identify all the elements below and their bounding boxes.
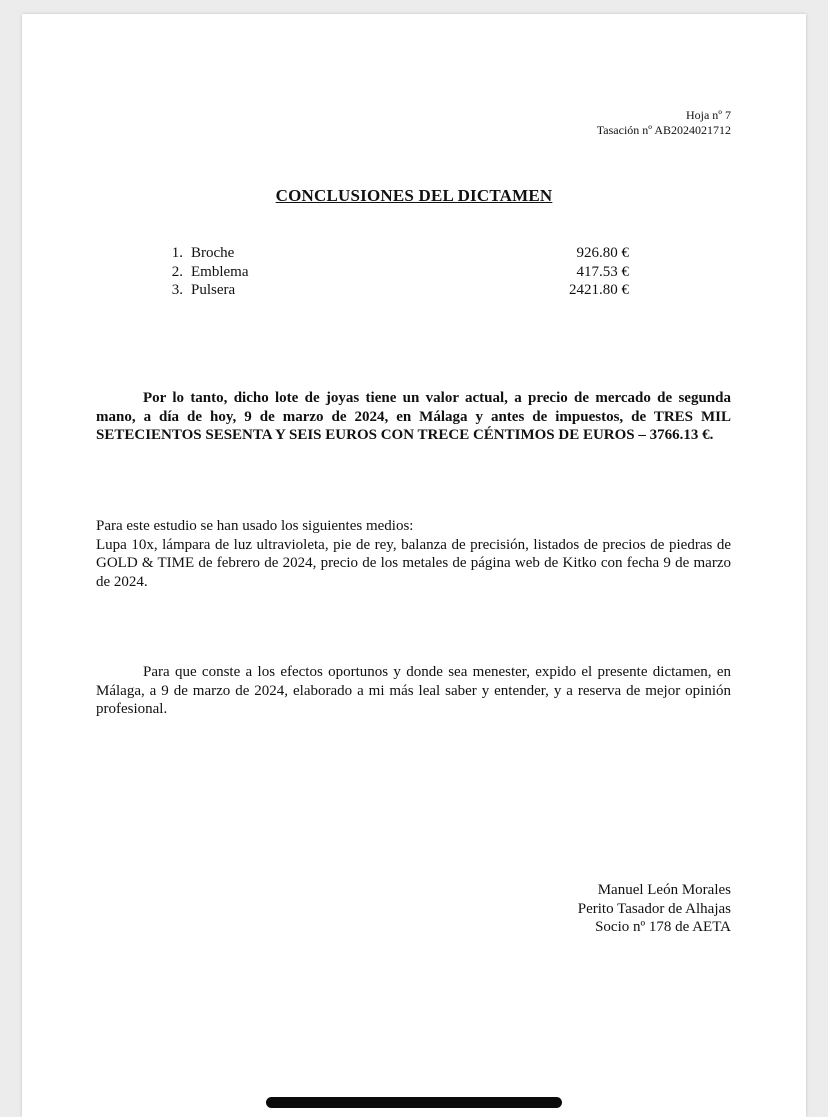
conclusion-paragraph: Por lo tanto, dicho lote de joyas tiene un valor actual, a precio de mercado de segunda mano, a día de hoy, 9 de marzo de 2024, en Málaga y antes de impuestos, de TRES MIL SETECIENTOS SESENTA Y SEIS EUROS CON TRECE CÉNTIMOS DE EUROS – 3766.13 €. (96, 390, 731, 443)
document-page (22, 14, 806, 1117)
item-name: Broche (191, 245, 235, 261)
sheet-number: Hoja nº 7 (685, 108, 731, 122)
methods-paragraph (96, 517, 731, 591)
page-header (597, 108, 731, 138)
page-title: CONCLUSIONES DEL DICTAMEN (275, 186, 553, 205)
signature-block (578, 881, 731, 937)
list-item (167, 281, 629, 300)
item-price: 2421.80 € (569, 282, 629, 298)
signer-membership: Socio nº 178 de AETA (595, 919, 731, 935)
methods-intro: Para este estudio se han usado los siguientes medios: (96, 518, 414, 534)
signer-role: Perito Tasador de Alhajas (577, 900, 731, 917)
home-indicator[interactable] (266, 1097, 562, 1108)
list-item (167, 244, 629, 263)
signer-name: Manuel León Morales (597, 882, 731, 898)
valuation-list (167, 244, 629, 300)
methods-list: Lupa 10x, lámpara de luz ultravioleta, pie de rey, balanza de precisión, listados de precios de piedras de GOLD & TIME de febrero de 2024, precio de los metales de página web de Kitko con fecha 9 de marzo de 2024. (96, 536, 731, 590)
item-number: 2. (171, 263, 183, 280)
appraisal-number: Tasación nº AB2024021712 (596, 123, 731, 137)
list-item (167, 263, 629, 282)
item-name: Emblema (191, 263, 249, 280)
closing-paragraph: Para que conste a los efectos oportunos y donde sea menester, expido el presente dictamen, en Málaga, a 9 de marzo de 2024, elaborado a mi más leal saber y entender, y a reserva de mejor opinión profesional. (96, 664, 731, 717)
item-name: Pulsera (191, 282, 236, 298)
item-price: 926.80 € (576, 245, 629, 261)
item-price: 417.53 € (576, 263, 629, 280)
item-number: 3. (171, 282, 183, 298)
item-number: 1. (171, 245, 183, 261)
